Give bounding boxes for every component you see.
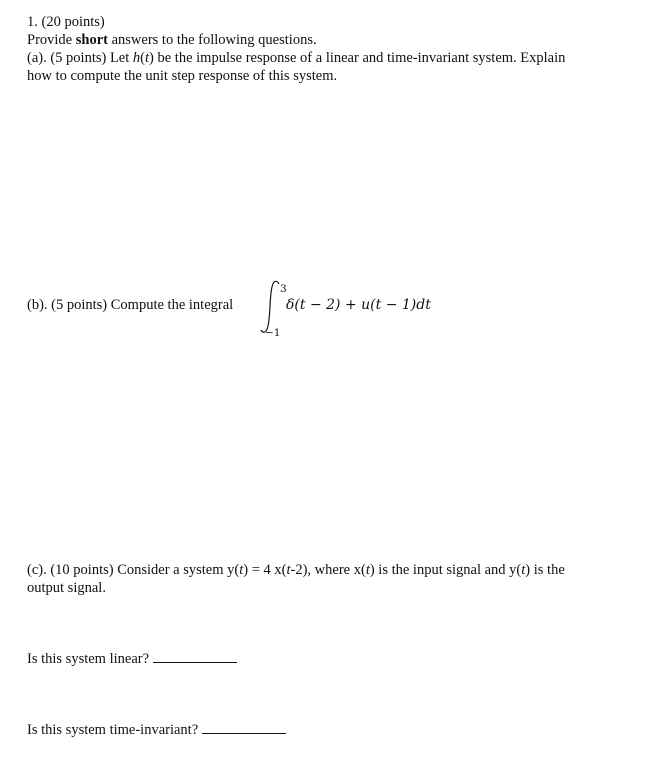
part-c-text-a: (c). (10 points) Consider a system y( <box>27 562 240 578</box>
part-a-suffix: be the impulse response of a linear and time-invariant system. Explain <box>153 50 566 66</box>
part-b <box>27 278 627 338</box>
paren-close: ) <box>149 50 154 66</box>
part-c-line1 <box>27 561 617 579</box>
integrand: δ(t − 2) + u(t − 1)dt <box>286 297 431 313</box>
var-t-4: t <box>521 562 526 578</box>
question-time-invariant-text: Is this system time-invariant? <box>27 722 199 738</box>
h-function: h <box>132 50 141 66</box>
question-linear-text: Is this system linear? <box>27 651 150 667</box>
integral-expression <box>253 278 473 338</box>
integral-sign <box>261 281 279 332</box>
instruction-prefix: Provide <box>27 32 76 48</box>
part-c <box>27 561 617 597</box>
part-c-text-b: ) = 4 x( <box>243 562 287 578</box>
answer-blank-time-invariant[interactable] <box>202 720 286 734</box>
question-linear <box>27 649 617 668</box>
part-c-line2: output signal. <box>27 580 106 596</box>
upper-limit: 3 <box>280 283 287 295</box>
part-a-line1 <box>27 49 617 67</box>
answer-blank-linear[interactable] <box>153 649 237 663</box>
part-c-text-d: ) is the input signal and y( <box>369 562 522 578</box>
question-time-invariant <box>27 720 617 739</box>
part-a-line2: how to compute the unit step response of this system. <box>27 68 338 84</box>
part-c-text-c: -2), where x( <box>290 562 366 578</box>
var-t-3: t <box>365 562 370 578</box>
var-t: t <box>145 50 150 66</box>
part-a-prefix: (a). (5 points) Let <box>27 50 133 66</box>
part-a <box>27 49 617 85</box>
lower-limit: −1 <box>265 327 281 338</box>
paren-open: ( <box>140 50 145 66</box>
part-b-label: (b). (5 points) Compute the integral <box>27 297 234 313</box>
question-header <box>27 13 617 49</box>
instruction-text <box>27 31 617 49</box>
instruction-bold-word: short <box>75 32 108 48</box>
var-t-2: t <box>286 562 291 578</box>
part-c-text-e: ) is the <box>525 562 565 578</box>
instruction-suffix: answers to the following questions. <box>107 32 317 48</box>
question-number: 1. (20 points) <box>27 14 105 30</box>
var-t-1: t <box>239 562 244 578</box>
